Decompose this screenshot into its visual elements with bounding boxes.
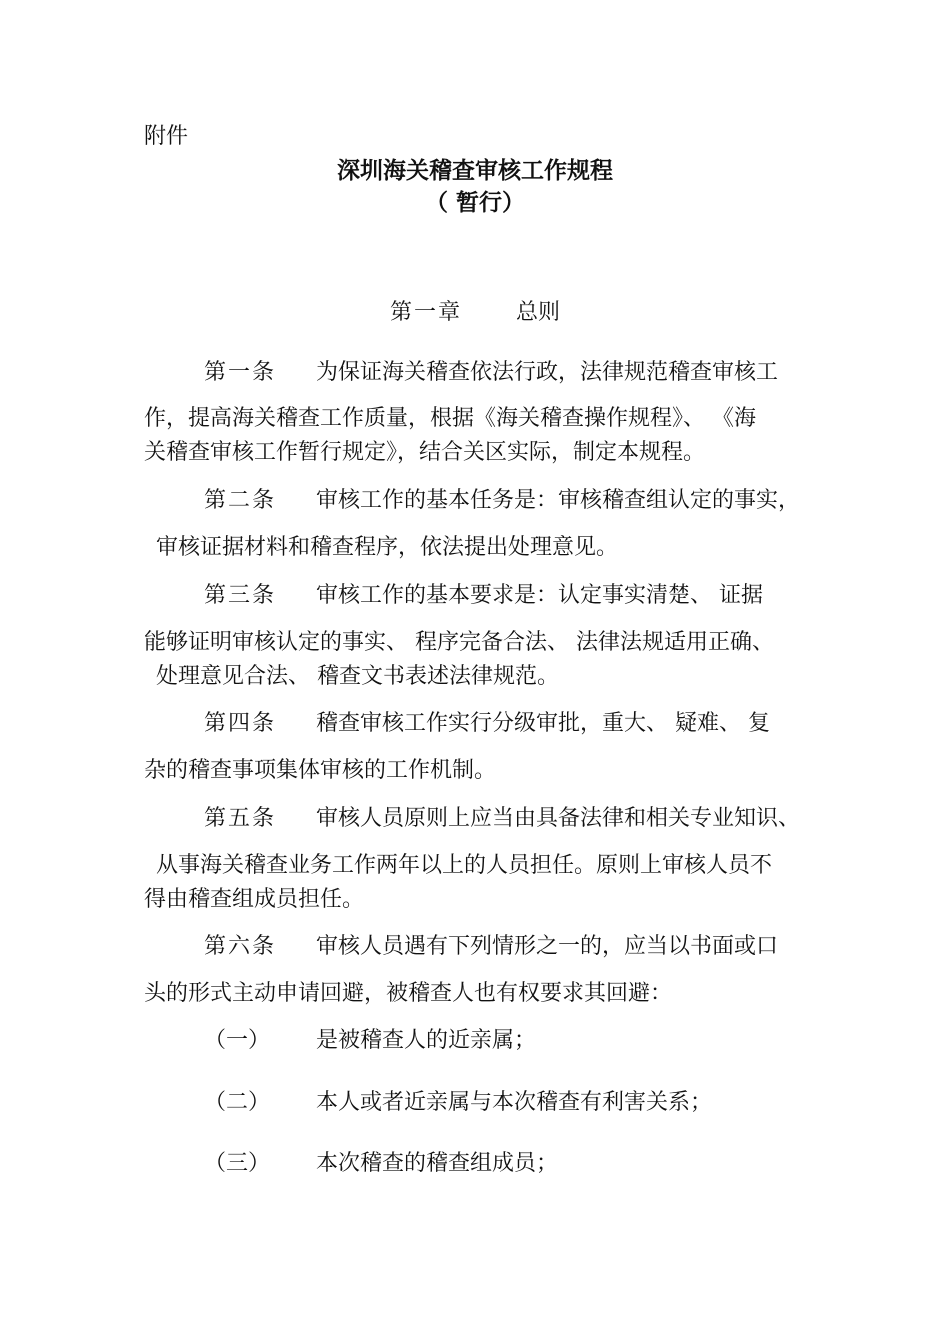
article-text-line: 头的形式主动申请回避，被稽查人也有权要求其回避： xyxy=(144,981,673,1006)
article-text-line: 为保证海关稽查依法行政，法律规范稽查审核工 xyxy=(316,360,779,385)
article-text-line: 从事海关稽查业务工作两年以上的人员担任。原则上审核人员不 xyxy=(156,853,773,878)
article-text-line: 审核人员原则上应当由具备法律和相关专业知识、 xyxy=(316,806,801,831)
article-text-line: 稽查审核工作实行分级审批，重大、 疑难、 复 xyxy=(316,711,770,736)
article-label: 第六条 xyxy=(204,934,277,959)
list-item-label: （三） xyxy=(204,1151,271,1176)
article-text-line: 审核工作的基本要求是：认定事实清楚、 证据 xyxy=(316,583,763,608)
attachment-label: 附件 xyxy=(144,124,189,149)
article-label: 第五条 xyxy=(204,806,277,831)
article-text-line: 审核人员遇有下列情形之一的，应当以书面或口 xyxy=(316,934,779,959)
article-label: 第二条 xyxy=(204,488,277,513)
article-text-line: 关稽查审核工作暂行规定》，结合关区实际，制定本规程。 xyxy=(144,440,706,465)
list-item-text: 本人或者近亲属与本次稽查有利害关系； xyxy=(316,1090,713,1115)
list-item-label: （二） xyxy=(204,1090,271,1115)
list-item-label: （一） xyxy=(204,1028,271,1053)
chapter-number: 第一章 xyxy=(390,300,463,325)
article-text-line: 能够证明审核认定的事实、 程序完备合法、 法律法规适用正确、 xyxy=(144,630,774,655)
article-text-line: 审核证据材料和稽查程序，依法提出处理意见。 xyxy=(156,535,619,560)
article-label: 第一条 xyxy=(204,360,277,385)
document-title: 深圳海关稽查审核工作规程 xyxy=(337,158,613,184)
document-subtitle: （ 暂行） xyxy=(424,190,525,216)
article-text-line: 审核工作的基本任务是：审核稽查组认定的事实， xyxy=(316,488,801,513)
article-label: 第三条 xyxy=(204,583,277,608)
article-text-line: 得由稽查组成员担任。 xyxy=(144,887,365,912)
article-label: 第四条 xyxy=(204,711,277,736)
article-text-line: 杂的稽查事项集体审核的工作机制。 xyxy=(144,758,497,783)
list-item-text: 是被稽查人的近亲属； xyxy=(316,1028,537,1053)
article-text-line: 处理意见合法、 稽查文书表述法律规范。 xyxy=(156,664,559,689)
list-item-text: 本次稽查的稽查组成员； xyxy=(316,1151,559,1176)
article-text-line: 作，提高海关稽查工作质量，根据《海关稽查操作规程》、 《海 xyxy=(144,406,756,431)
chapter-name: 总则 xyxy=(516,300,561,325)
